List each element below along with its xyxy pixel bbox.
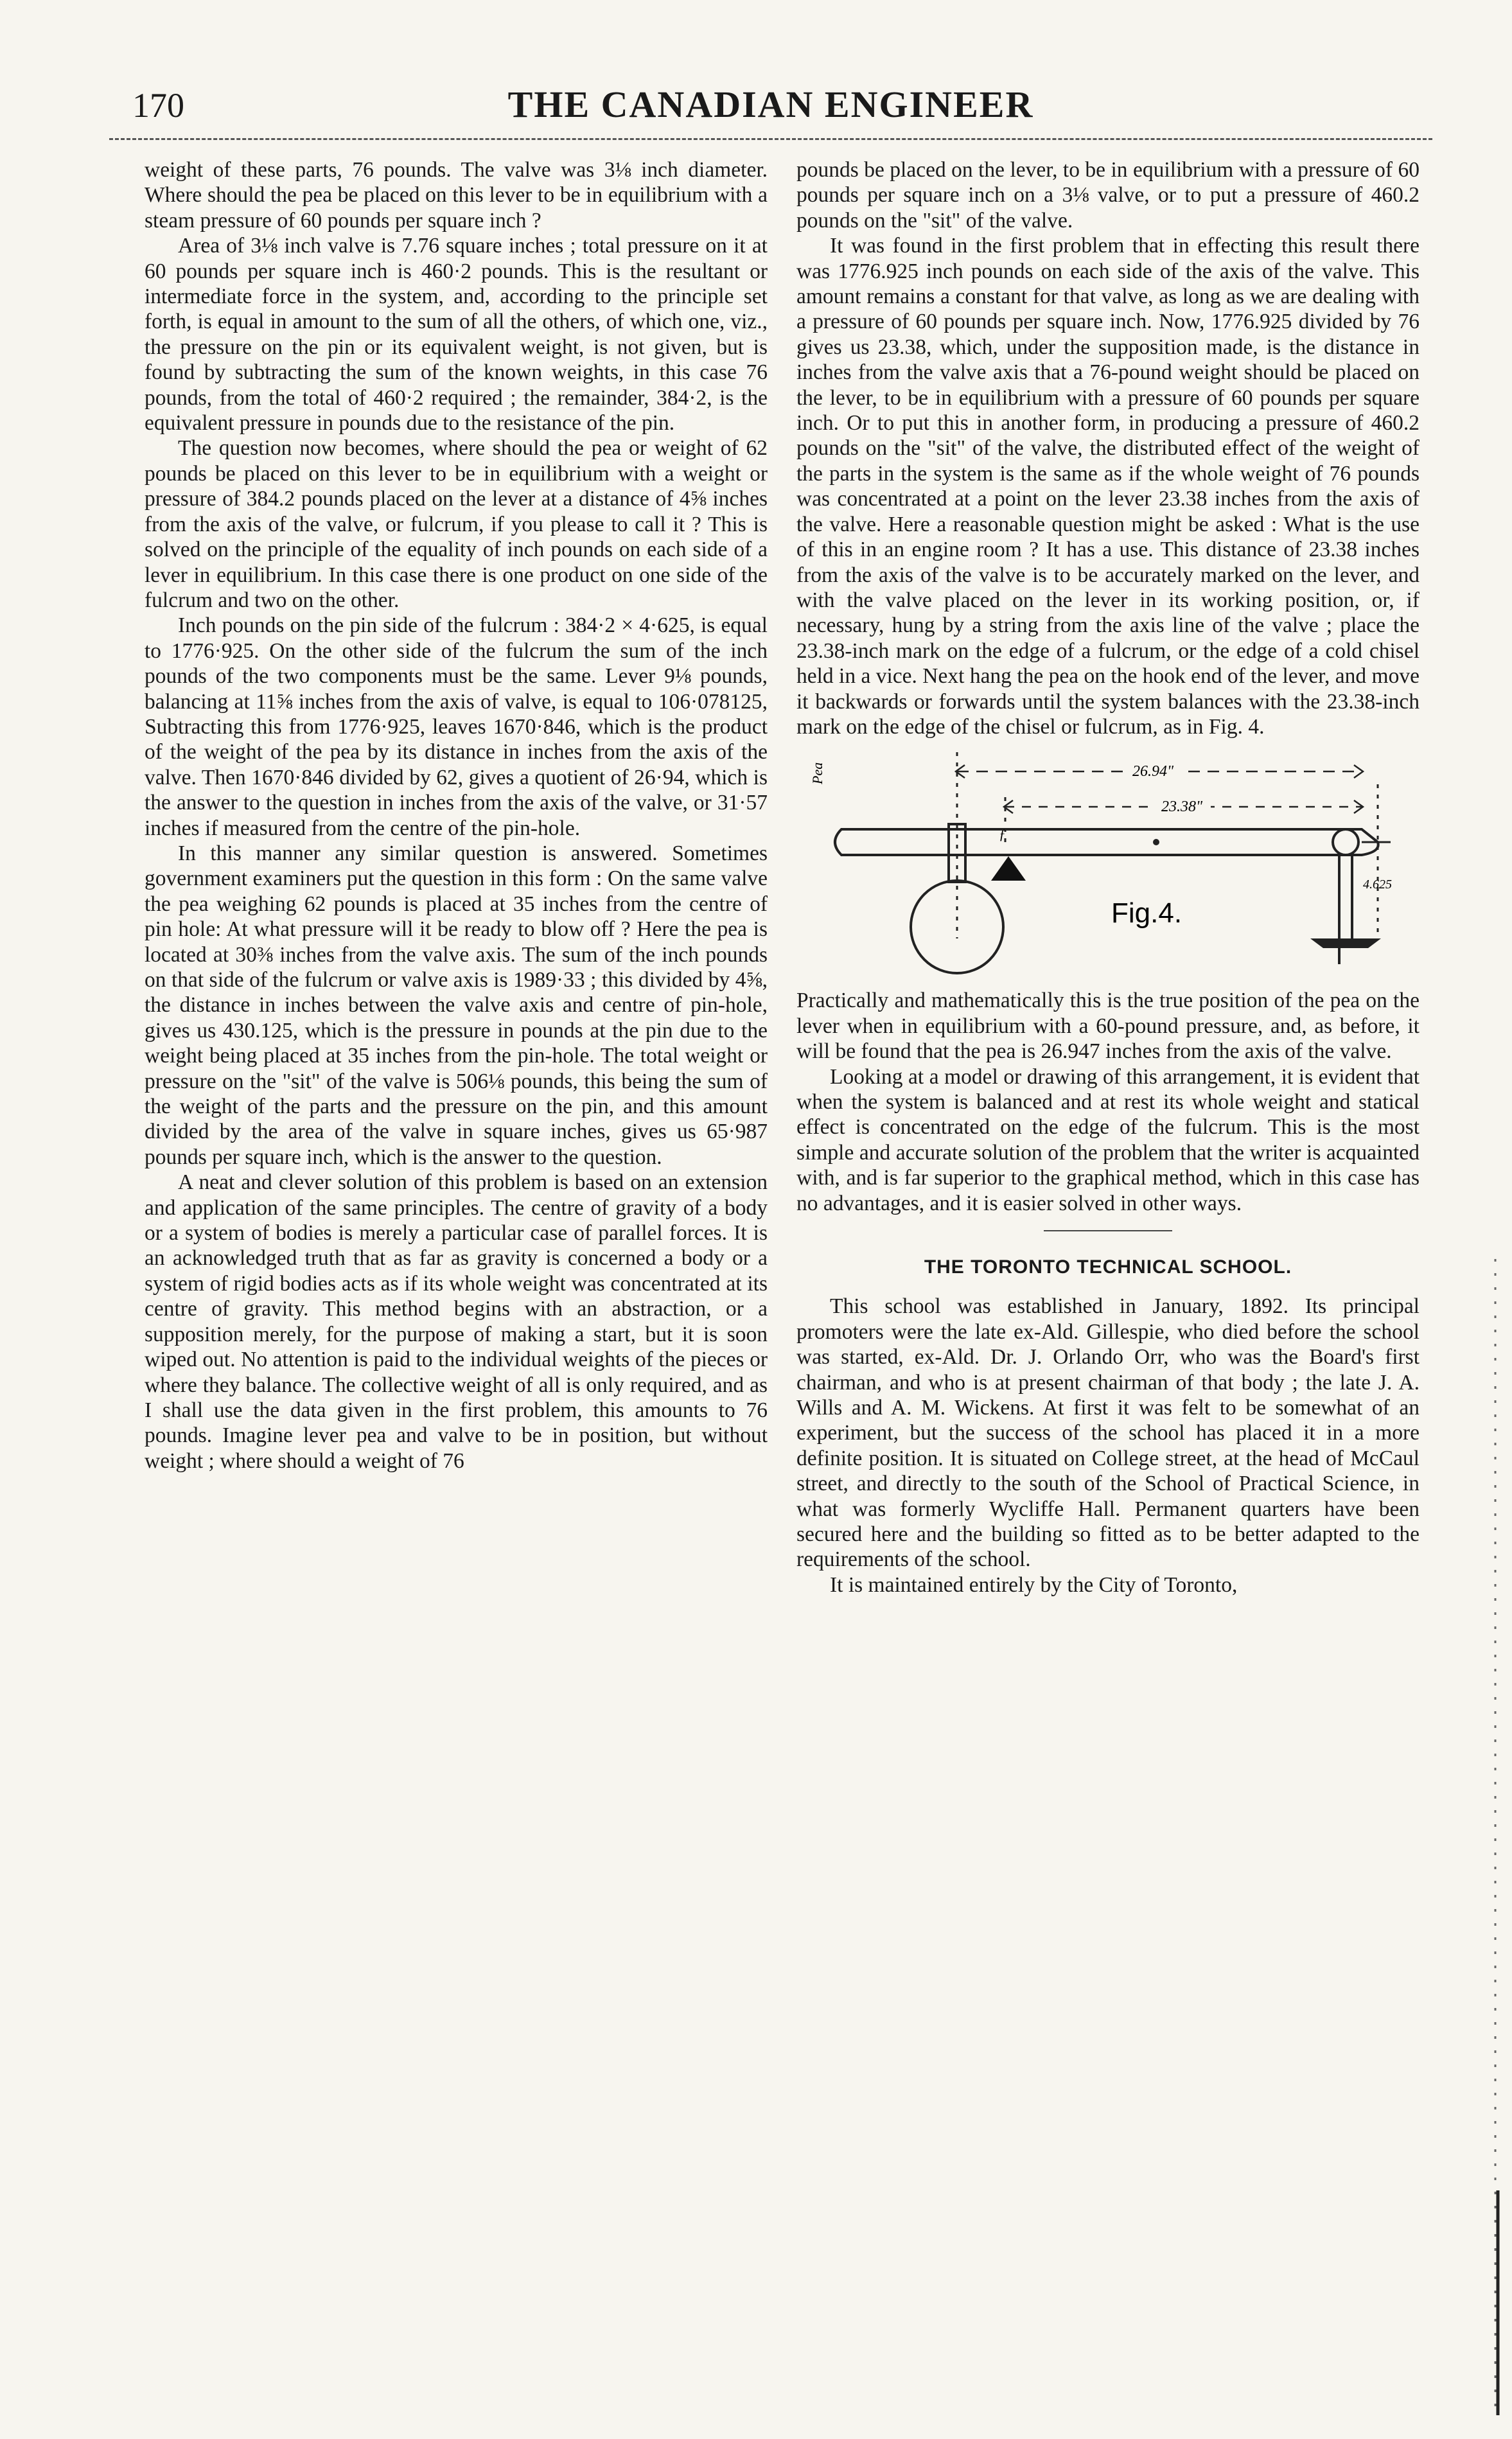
left-column bbox=[145, 157, 768, 1474]
paragraph: pounds be placed on the lever, to be in equilibrium with a pressure of 60 pounds per square inch on a 3⅛ valve, or to put a pressure of 460.2 pounds on the "sit" of the valve. bbox=[796, 158, 1420, 233]
lever bbox=[835, 829, 1378, 855]
pea-hook bbox=[949, 824, 965, 882]
side-label: Pea bbox=[809, 762, 825, 785]
lever-diagram bbox=[796, 746, 1420, 980]
paragraph: It was found in the first problem that in effecting this result there was 1776.925 inch pounds on each side of the axis of the valve. This amount remains a constant for that valve, as long as we are dealing with a pressure of 60 pounds per square inch. Now, 1776.925 divided by 76 gives us 23.38, which, under the supposition made, is the distance in inches from the valve axis that a 76-pound weight should be placed on the lever, to be in equilibrium with a pressure of 60 pounds per square inch. Or to put this in another form, in producing a pressure of 460.2 pounds on the "sit" of the valve, the distributed effect of the weight of the parts in the system is the same as if the whole weight of 76 pounds was concentrated at a point on the lever 23.38 inches from the axis of the valve. Here a reasonable question might be asked : What is the use of this in an engine room ? It has a use. This distance of 23.38 inches from the axis of the valve is to be accurately marked on the lever, and with the valve placed on the lever in its working position, or, if necessary, hung by a string from the axis line of the valve ; place the 23.38-inch mark on the edge of a fulcrum, or the edge of a cold chisel held in a vice. Next hang the pea on the hook end of the lever, and move it backwards or forwards until the system balances with the 23.38-inch mark on the edge of the chisel or fulcrum, as in Fig. 4. bbox=[796, 234, 1420, 739]
fulcrum-letter: ƒ bbox=[999, 826, 1006, 843]
centre-of-gravity-mark bbox=[1153, 839, 1159, 845]
paragraph: Inch pounds on the pin side of the fulcrum : 384·2 × 4·625, is equal to 1776·925. On the other side of the fulcrum the sum of the inch pounds of the two components must be the same. Lever 9⅛ pounds, balancing at 11⅝ inches from the axis of valve, is equal to 106·078125, Subtracting this from 1776·925, leaves 1670·846, which is the product of the weight of the pea by its distance in inches from the axis of the valve. Then 1670·846 divided by 62, gives a quotient of 26·94, which is the answer to the question in inches from the axis of the valve, or 31·57 inches if measured from the centre of the pin-hole. bbox=[145, 613, 768, 840]
paragraph: Area of 3⅛ inch valve is 7.76 square inches ; total pressure on it at 60 pounds per square inch is 460·2 pounds. This is the resultant or intermediate force in the system, and, according to the principle set forth, is equal in amount to the sum of all the others, of which one, viz., the pressure on the pin or its equivalent weight, is not given, but is found by subtracting the sum of the known weights, in this case 76 pounds, from the total of 460·2 required ; the remainder, 384·2, is the equivalent pressure in pounds due to the resistance of the pin. bbox=[145, 234, 768, 436]
section-divider bbox=[1044, 1230, 1172, 1231]
fulcrum bbox=[991, 856, 1026, 881]
paragraph: It is maintained entirely by the City of Toronto, bbox=[830, 1572, 1238, 1597]
figure-caption: Fig.4. bbox=[1111, 897, 1182, 929]
scan-edge-marks bbox=[1489, 1259, 1502, 2415]
valve-pin bbox=[1333, 829, 1358, 855]
dimension-upper: 26.94" bbox=[1132, 763, 1174, 780]
dimension-lower: 23.38" bbox=[1161, 798, 1203, 816]
paragraph: In this manner any similar question is answered. Sometimes government examiners put the question in this form : On the same valve the pea weighing 62 pounds is placed at 35 inches from the centre of pin hole: At what pressure will it be ready to blow off ? Here the pea is located at 30⅜ inches from the valve axis. The sum of the inch pounds on that side of the fulcrum or valve axis is 1989·33 ; this divided by 4⅝, the distance in inches between the valve axis and centre of pin-hole, gives us 430.125, which is the pressure in pounds at the pin due to the weight being placed at 35 inches from the pin-hole. The total weight or pressure on the "sit" of the valve is 506⅛ pounds, this being the sum of the weight of the parts and the pressure on the pin, and this amount divided by the area of the valve in square inches, gives us 65·987 pounds per square inch, which is the answer to the question. bbox=[145, 841, 768, 1169]
figure-4 bbox=[796, 746, 1420, 980]
valve-disc bbox=[1310, 938, 1381, 948]
dimension-pin: 4.625 bbox=[1363, 877, 1392, 892]
paragraph: Practically and mathematically this is the true position of the pea on the lever when in equilibrium with a 60-pound pressure, and, as before, it will be found that the pea is 26.947 inches from the axis of the valve. bbox=[796, 989, 1420, 1064]
right-column bbox=[796, 157, 1420, 1598]
page-header bbox=[109, 80, 1432, 140]
paragraph: This school was established in January, 1892. Its principal promoters were the late ex-Ald. Gillespie, who died before the school was started, ex-Ald. Dr. J. Orlando Orr, who was the Board's first chairman, and who is at present chairman of that body ; the late J. A. Wills and A. M. Wickens. At first it was felt to be somewhat of an experiment, but the success of the school has placed it in a more definite position. It is situated on College street, at the head of McCaul street, and directly to the south of the School of Practical Science, in what was formerly Wycliffe Hall. Permanent quarters have been secured here and the building so fitted as to be better adapted to the requirements of the school. bbox=[796, 1294, 1420, 1572]
page-number: 170 bbox=[132, 86, 184, 125]
section-title: THE TORONTO TECHNICAL SCHOOL. bbox=[924, 1256, 1292, 1278]
paragraph: Looking at a model or drawing of this arrangement, it is evident that when the system is balanced and at rest its whole weight and statical effect is concentrated on the edge of the fulcrum. This is the most simple and accurate solution of the problem that the writer is acquainted with, and is far superior to the graphical method, which in this case has no advantages, and it is easier solved in other ways. bbox=[796, 1064, 1420, 1215]
journal-title: THE CANADIAN ENGINEER bbox=[507, 84, 1034, 125]
paragraph: The question now becomes, where should the pea or weight of 62 pounds be placed on this lever to be in equilibrium with a weight or pressure of 384.2 pounds placed on the lever at a distance of 4⅝ inches from the axis of the valve, or fulcrum, if you please to call it ? This is solved on the principle of the equality of inch pounds on each side of a lever in equilibrium. In this case there is one product on one side of the fulcrum and two on the other. bbox=[145, 436, 768, 612]
paragraph: A neat and clever solution of this problem is based on an extension and application of the same principles. The centre of gravity of a body or a system of bodies is merely a particular case of parallel forces. It is an acknowledged truth that as far as gravity is concerned a body or a system of rigid bodies acts as if its whole weight was concentrated at its centre of gravity. This method begins with an abstraction, or a supposition merely, for the purpose of making a start, but it is soon wiped out. No attention is paid to the individual weights of the pieces or where they balance. The collective weight of all is only required, and as I shall use the data given in the first problem, this amounts to 76 pounds. Imagine lever pea and valve to be in position, but without weight ; where should a weight of 76 bbox=[145, 1170, 768, 1473]
arrow-right-icon bbox=[1354, 765, 1363, 778]
paragraph: weight of these parts, 76 pounds. The valve was 3⅛ inch diameter. Where should the pea be placed on this lever to be in equilibrium with a steam pressure of 60 pounds per square inch ? bbox=[145, 158, 768, 233]
